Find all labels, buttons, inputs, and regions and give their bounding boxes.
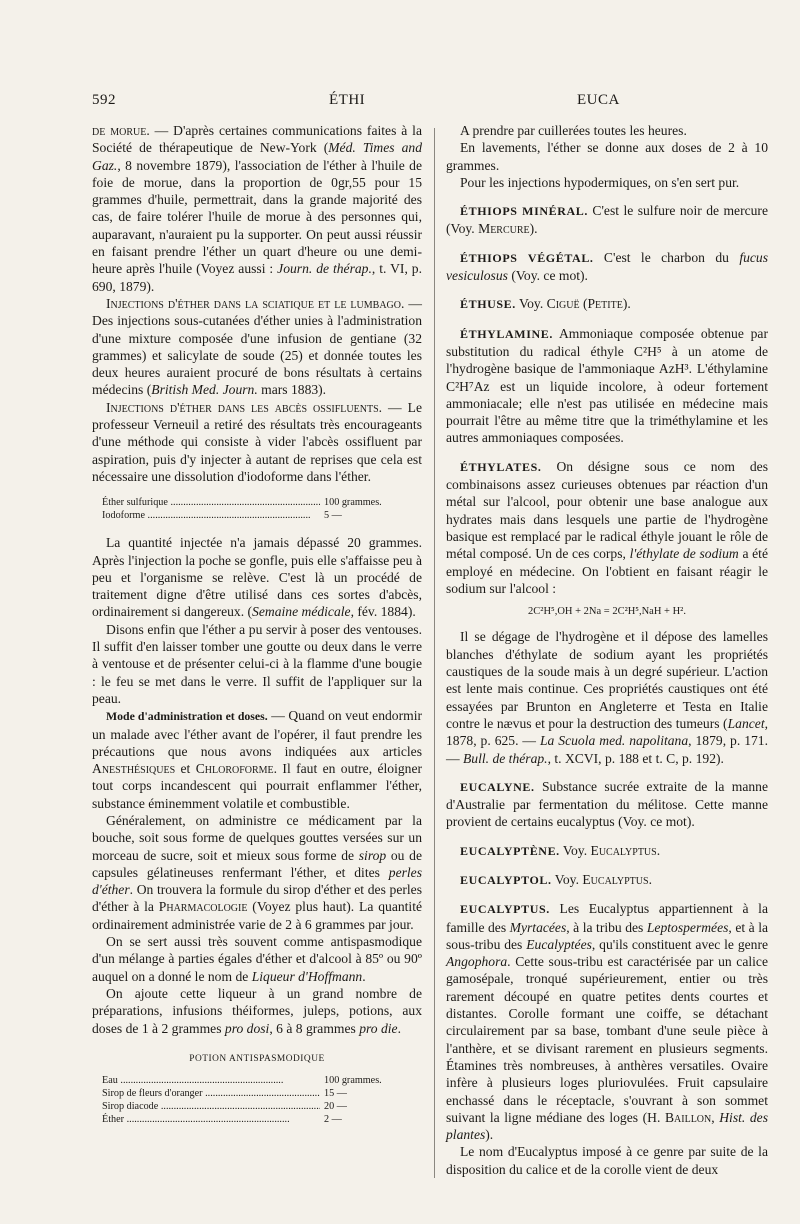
paragraph-nom-eucalyptus: Le nom d'Eucalyptus imposé à ce genre par suite de la disposition du calice et de la corolle vient de deux: [446, 1144, 768, 1177]
text: .: [648, 871, 652, 887]
entry-headword: ÉTHIOPS VÉGÉTAL.: [460, 250, 594, 265]
paragraph-ventouses: [92, 621, 422, 707]
quantity: 20 —: [324, 1101, 347, 1113]
quantity: 100 grammes.: [324, 497, 382, 509]
entry-ethylates: [446, 458, 768, 597]
prescription-potion: [102, 1074, 422, 1126]
smallcaps-text: Anesthésiques: [92, 761, 176, 777]
prescription-title: POTION ANTISPASMODIQUE: [189, 1053, 325, 1064]
italic-text: Semaine médicale: [252, 604, 351, 620]
text: — D'après certaines communications faites à la Société de thérapeutique de New-York (: [92, 123, 422, 156]
running-header: [92, 92, 740, 112]
smallcaps-text: de morue.: [92, 123, 150, 138]
text: C'est le sulfure noir de mercure (Voy.: [446, 203, 768, 237]
italic-text: Hist. des plantes: [446, 1109, 768, 1143]
text: On ajoute cette liqueur à un grand nombre de préparations, infusions théiformes, juleps, potions, aux doses de 1 à 2 grammes: [92, 985, 422, 1036]
entry-headword: ÉTHUSE.: [460, 297, 516, 312]
smallcaps-text: Eucalyptus: [590, 842, 657, 858]
text: .: [397, 1020, 401, 1036]
entry-eucalyne: [446, 778, 768, 831]
left-running-head: ÉTHI: [329, 92, 366, 108]
section-heading: Injections d'éther dans la sciatique et le lumbago.: [106, 295, 405, 311]
entry-eucalyptus: [446, 900, 768, 1143]
text: (Voyez plus haut). La quantité ordinairement administrée varie de 2 à 6 grammes par jour.: [92, 899, 423, 932]
text: . Il faut en outre, éloigner tout corps incandescent qui pourrait enflammer l'éther, substance éminemment volatile et combustible.: [92, 761, 423, 811]
prescription-row: [102, 496, 422, 509]
text: C'est le charbon du: [593, 249, 740, 265]
section-heading: Injections d'éther dans les abcès ossifluents.: [106, 399, 383, 415]
entry-headword: ÉTHYLAMINE.: [460, 326, 553, 341]
text: , et à la sous-tribu des: [446, 919, 769, 952]
right-column: [446, 122, 768, 1178]
text: Voy.: [559, 842, 591, 858]
text: (Voy. ce mot).: [507, 268, 588, 284]
text: On désigne sous ce nom des combinaisons assez curieuses obtenues par réaction d'un métal sur l'alcool, pour obtenir une base analogue aux hydrates mais dans lesquels une partie de l'hydrogène basique est remplacé par le radical éthyle jouant le rôle de métal composé. Un de ces corps,: [446, 458, 768, 562]
text: ).: [529, 221, 538, 237]
text: , 8 novembre 1879), l'association de l'éther à l'huile de foie de morue, dans la proportion de 0gr,55 pour 15 grammes d'huile, permettrait, dans la grande majorité des cas, de faire tolérer l'huile de morue à des personnes qui, auparavant, n'auraient pu la supporter. On peut aussi réussir en faisant prendre l'éther un quart d'heure ou une demi-heure après l'huile (Voyez aussi :: [92, 157, 422, 277]
smallcaps-text: Baillon: [664, 1109, 712, 1125]
entry-headword: EUCALYPTÈNE.: [460, 843, 560, 858]
text: , 6 à 8 grammes: [269, 1020, 360, 1036]
paragraph-abces: [92, 399, 422, 485]
italic-text: Angophora: [446, 954, 508, 970]
prescription-row: [102, 1113, 422, 1126]
italic-text: Myrtacées: [509, 919, 567, 935]
text: ).: [485, 1127, 494, 1143]
text: a été employé en médecine. On l'obtient en faisant réagir le sodium sur l'alcool :: [446, 546, 768, 596]
italic-text: British Med. Journ.: [151, 382, 258, 398]
italic-text: pro die: [359, 1020, 398, 1036]
prescription-row: [102, 1087, 422, 1100]
text: ou de capsules gélatineuses renfermant l'éther, et dites: [92, 847, 422, 880]
right-running-head: EUCA: [577, 92, 620, 108]
ingredient: Eau .....: [102, 1074, 320, 1087]
text: .: [362, 968, 366, 984]
paragraph-hoffmann: [92, 933, 422, 985]
text: et: [175, 761, 196, 777]
smallcaps-text: Ciguë (Petite): [546, 296, 628, 312]
text: . On trouvera la formule du sirop d'éther et des perles d'éther à la: [92, 882, 422, 915]
text: Voy.: [551, 871, 583, 887]
text: Les Eucalyptus appartiennent à la famille des: [446, 901, 768, 935]
paragraph-administration: [92, 707, 422, 812]
text: La quantité injectée n'a jamais dépassé 20 grammes. Après l'injection la poche se gonfle, puis elle s'affaisse peu à peu et l'organisme se relève. C'est là un procédé de traitement digne d'être utilisé dans ces sortes d'abcès, ordinairement si dangereux. (: [92, 535, 422, 620]
ingredient: Sirop de fleurs d'oranger .....: [102, 1087, 320, 1100]
text: — Quand on veut endormir un malade avec l'éther avant de l'opérer, il faut prendre les précautions que nous avons indiquées aux articles: [92, 708, 423, 759]
text: , 1878, p. 625. —: [446, 715, 768, 749]
entry-headword: ÉTHYLATES.: [460, 459, 542, 474]
text: , t. XCVI, p. 188 et t. C, p. 192).: [547, 750, 724, 766]
text: Ammoniaque composée obtenue par substitution du radical éthyle C²H⁵ à un atome de l'hydrogène basique de l'ammoniaque AzH³. L'éthylamine C²H⁷Az est un liquide incolore, à odeur fortement ammoniacale; elle n'est pas utilisée en médecine mais pourrait l'être au même titre que la triméthylamine et les autres ammoniaques composées.: [446, 325, 768, 446]
ingredient: Iodoforme .....: [102, 509, 320, 522]
paragraph-generalement: [92, 812, 422, 933]
text: Substance sucrée extraite de la manne d'Australie par fermentation du mélitose. Cette manne provient de certains eucalyptus (Voy. ce mot).: [446, 778, 768, 830]
prescription-row: [102, 1074, 422, 1087]
italic-text: Eucalyptées: [526, 936, 592, 952]
italic-text: fucus vesiculosus: [446, 249, 769, 284]
ingredient: Éther sulfurique .....: [102, 496, 320, 509]
text: — Le professeur Verneuil a retiré des résultats très encourageants d'une méthode qui consiste à vider l'abcès ossifluent par aspiration, puis d'y injecter à autant de reprises que cela est nécessaire une dissolution d'iodoforme dans l'éther.: [92, 399, 422, 484]
smallcaps-text: Chloroforme: [195, 761, 274, 777]
prescription-row: [102, 509, 422, 522]
entry-eucalyptene: [446, 842, 768, 860]
text: mars 1883).: [257, 382, 327, 398]
text: .: [656, 842, 661, 858]
entry-headword: ÉTHIOPS MINÉRAL.: [460, 204, 588, 219]
entry-ethiops-mineral: [446, 202, 768, 238]
italic-text: Liqueur d'Hoffmann: [251, 968, 363, 984]
text: Il se dégage de l'hydrogène et il dépose des lamelles blanches d'éthylate de sodium ayant les propriétés caustiques de la soude mais à un degré supérieur. L'action est lente mais continue. Ces propriétés caustiques ont été essayées par Brunton en Angleterre et Testa en Italie contre le nævus et pour la destruction des tumeurs (: [446, 629, 768, 731]
chemical-formula: 2C²H⁵,OH + 2Na = 2C²H⁵,NaH + H².: [528, 606, 686, 618]
left-column: [92, 122, 422, 1138]
text: Généralement, on administre ce médicament par la bouche, soit sous forme de quelques gouttes versées sur un morceau de sucre, soit et mieux sous forme de: [92, 812, 422, 863]
quantity: 15 —: [324, 1088, 347, 1100]
entry-ethylamine: [446, 325, 768, 447]
italic-text: Bull. de thérap.: [463, 750, 548, 766]
ingredient: Sirop diacode .....: [102, 1100, 320, 1113]
entry-headword: EUCALYPTOL.: [460, 872, 552, 887]
text: , qu'ils constituent avec le genre: [591, 936, 769, 952]
paragraph-sciatique: [92, 295, 422, 399]
text: , à la tribu des: [566, 919, 647, 935]
entry-headword: EUCALYNE.: [460, 779, 535, 794]
smallcaps-text: Mercure: [478, 221, 530, 237]
paragraph-cuillerees: A prendre par cuillerées toutes les heures.: [460, 123, 687, 138]
paragraph-preparations: [92, 985, 422, 1037]
paragraph-morue: [92, 122, 422, 295]
paragraph-lavements: En lavements, l'éther se donne aux doses de 2 à 10 grammes.: [446, 140, 768, 173]
section-heading: Mode d'administration et doses.: [106, 709, 268, 724]
text: , 1879, p. 171. —: [446, 733, 768, 766]
paragraph-injections: Pour les injections hypodermiques, on s'en sert pur.: [460, 174, 740, 190]
page-number: 592: [92, 92, 116, 108]
quantity: 2 —: [324, 1114, 342, 1126]
text: , t. VI, p. 690, 1879).: [92, 261, 422, 294]
italic-text: sirop: [358, 847, 387, 863]
text: , fév. 1884).: [350, 604, 416, 620]
prescription-row: [102, 1100, 422, 1113]
italic-text: Lancet: [727, 715, 765, 731]
prescription-iodoforme: [102, 496, 422, 522]
italic-text: Méd. Times and Gaz.: [92, 140, 422, 173]
text: .: [627, 296, 631, 312]
text: Disons enfin que l'éther a pu servir à poser des ventouses. Il suffit d'en laisser tomber une goutte ou deux dans le verre à ventouse et de présenter celui-ci à la flamme d'une bougie : le feu se met dans le verre. Il suffit de l'appliquer sur la peau.: [92, 621, 422, 706]
text: ,: [711, 1109, 720, 1125]
italic-text: perles d'éther: [92, 864, 422, 898]
entry-ethuse: [446, 295, 768, 313]
text: Voy.: [515, 296, 547, 312]
text: . Cette sous-tribu est caractérisée par un calice gamosépale, tronqué supérieurement, entier ou très rarement découpé en quatre petites dents courtes et distantes. Corolle formant une coiffe, se détachant circulairement par sa base, tombant d'une seule pièce à l'anthère, et se divisant rarement en plusieurs segments. Étamines très nombreuses, à anthères versatiles. Ovaire infère à plusieurs loges pluriovulées. Fruit capsulaire enchassé dans le réceptacle, s'ouvrant à son sommet suivant la ligne médiane des loges (H.: [446, 954, 768, 1125]
text: — Des injections sous-cutanées d'éther unies à l'administration d'une mixture composée d'une infusion de gentiane (32 grammes) et salicylate de soude (25) et donnée toutes les deux heures auraient procuré de bons résultats à certains médecins (: [92, 295, 422, 398]
italic-text: l'éthylate de sodium: [629, 546, 739, 562]
smallcaps-text: Pharmacologie: [158, 899, 248, 915]
entry-ethiops-vegetal: [446, 249, 768, 285]
italic-text: Journ. de thérap.: [277, 261, 372, 277]
text: On se sert aussi très souvent comme antispasmodique d'un mélange à parties égales d'éther et d'alcool à 85º ou 90º auquel on a donné le nom de: [92, 934, 422, 984]
entry-eucalyptol: [446, 871, 768, 889]
paragraph-ethylate-sodium: [446, 628, 768, 766]
ingredient: Éther .....: [102, 1113, 320, 1126]
column-divider: [434, 128, 435, 1178]
entry-headword: EUCALYPTUS.: [460, 902, 550, 917]
paragraph-quantite: [92, 534, 422, 620]
quantity: 100 grammes.: [324, 1075, 382, 1087]
smallcaps-text: Eucalyptus: [582, 871, 649, 887]
italic-text: pro dosi: [224, 1020, 270, 1036]
italic-text: Leptospermées: [646, 919, 729, 935]
italic-text: La Scuola med. napolitana: [539, 733, 689, 749]
quantity: 5 —: [324, 510, 342, 522]
